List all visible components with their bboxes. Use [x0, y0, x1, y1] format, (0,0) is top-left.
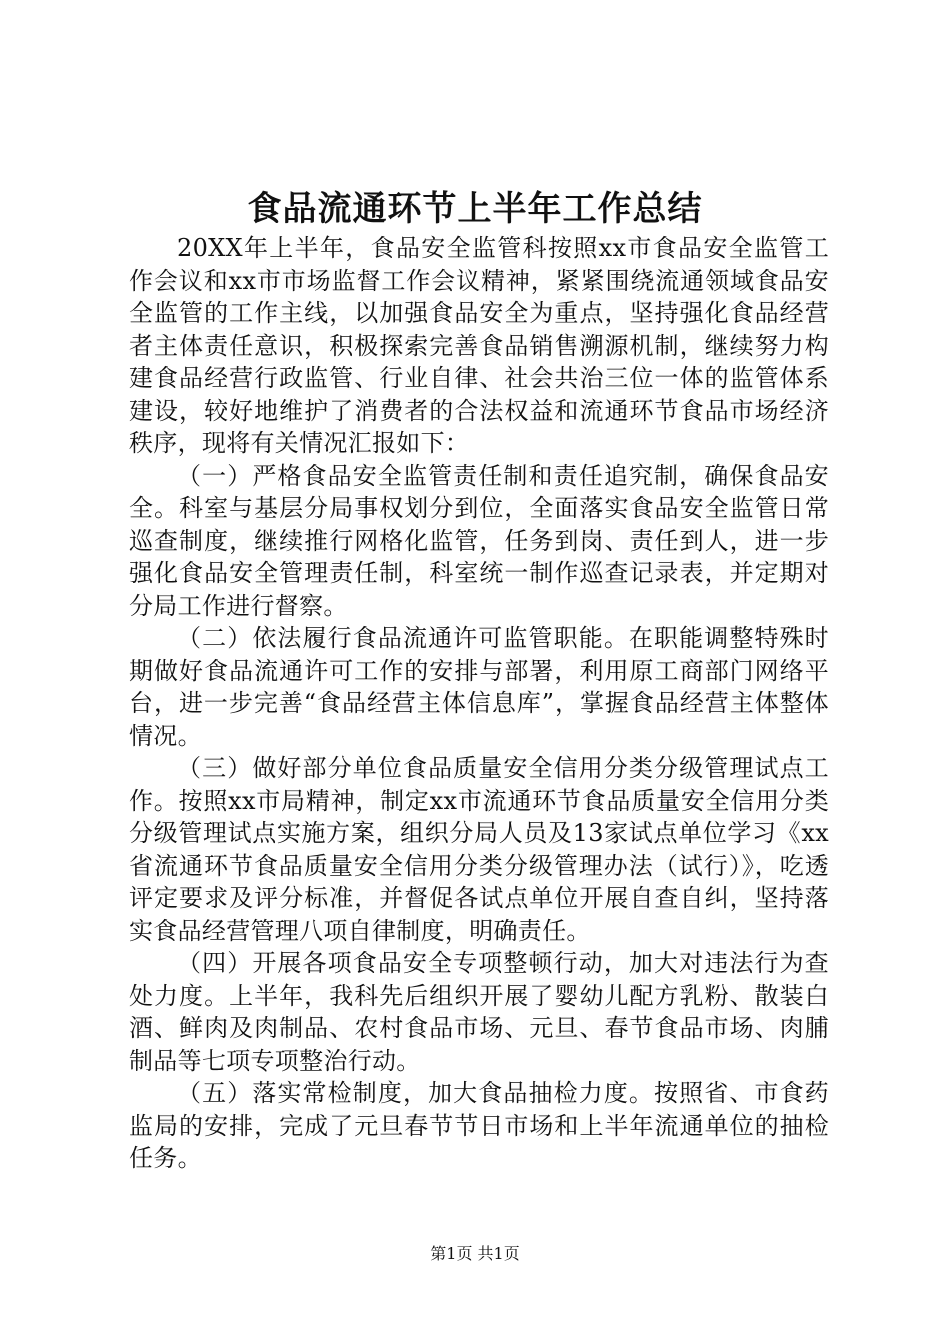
page-footer: 第1页 共1页 — [430, 1244, 520, 1263]
section-2-paragraph: （二）依法履行食品流通许可监管职能。在职能调整特殊时期做好食品流通许可工作的安排与部署，利用原工商部门网络平台，进一步完善“食品经营主体信息库”，掌握食品经营主体整体情况。 — [129, 624, 829, 750]
intro-paragraph: 20XX年上半年，食品安全监管科按照xx市食品安全监管工作会议和xx市市场监督工作会议精神，紧紧围绕流通领域食品安全监管的工作主线，以加强食品安全为重点，坚持强化食品经营者主体责任意识，积极探索完善食品销售溯源机制，继续努力构建食品经营行政监管、行业自律、社会共治三位一体的监管体系建设，较好地维护了消费者的合法权益和流通环节食品市场经济秩序，现将有关情况汇报如下： — [129, 234, 829, 457]
document-body — [129, 232, 829, 1175]
section-1-paragraph: （一）严格食品安全监管责任制和责任追究制，确保食品安全。科室与基层分局事权划分到位，全面落实食品安全监管日常巡查制度，继续推行网格化监管，任务到岗、责任到人，进一步强化食品安全管理责任制，科室统一制作巡查记录表，并定期对分局工作进行督察。 — [129, 461, 829, 620]
section-4-paragraph: （四）开展各项食品安全专项整顿行动，加大对违法行为查处力度。上半年，我科先后组织开展了婴幼儿配方乳粉、散装白酒、鲜肉及肉制品、农村食品市场、元旦、春节食品市场、肉脯制品等七项专项整治行动。 — [129, 949, 829, 1075]
section-5-paragraph: （五）落实常检制度，加大食品抽检力度。按照省、市食药监局的安排，完成了元旦春节节日市场和上半年流通单位的抽检任务。 — [129, 1079, 829, 1172]
section-3-paragraph: （三）做好部分单位食品质量安全信用分类分级管理试点工作。按照xx市局精神，制定xx市流通环节食品质量安全信用分类分级管理试点实施方案，组织分局人员及13家试点单位学习《xx省流通环节食品质量安全信用分类分级管理办法（试行）》，吃透评定要求及评分标准，并督促各试点单位开展自查自纠，坚持落实食品经营管理八项自律制度，明确责任。 — [129, 754, 829, 945]
document-title: 食品流通环节上半年工作总结 — [247, 189, 703, 229]
